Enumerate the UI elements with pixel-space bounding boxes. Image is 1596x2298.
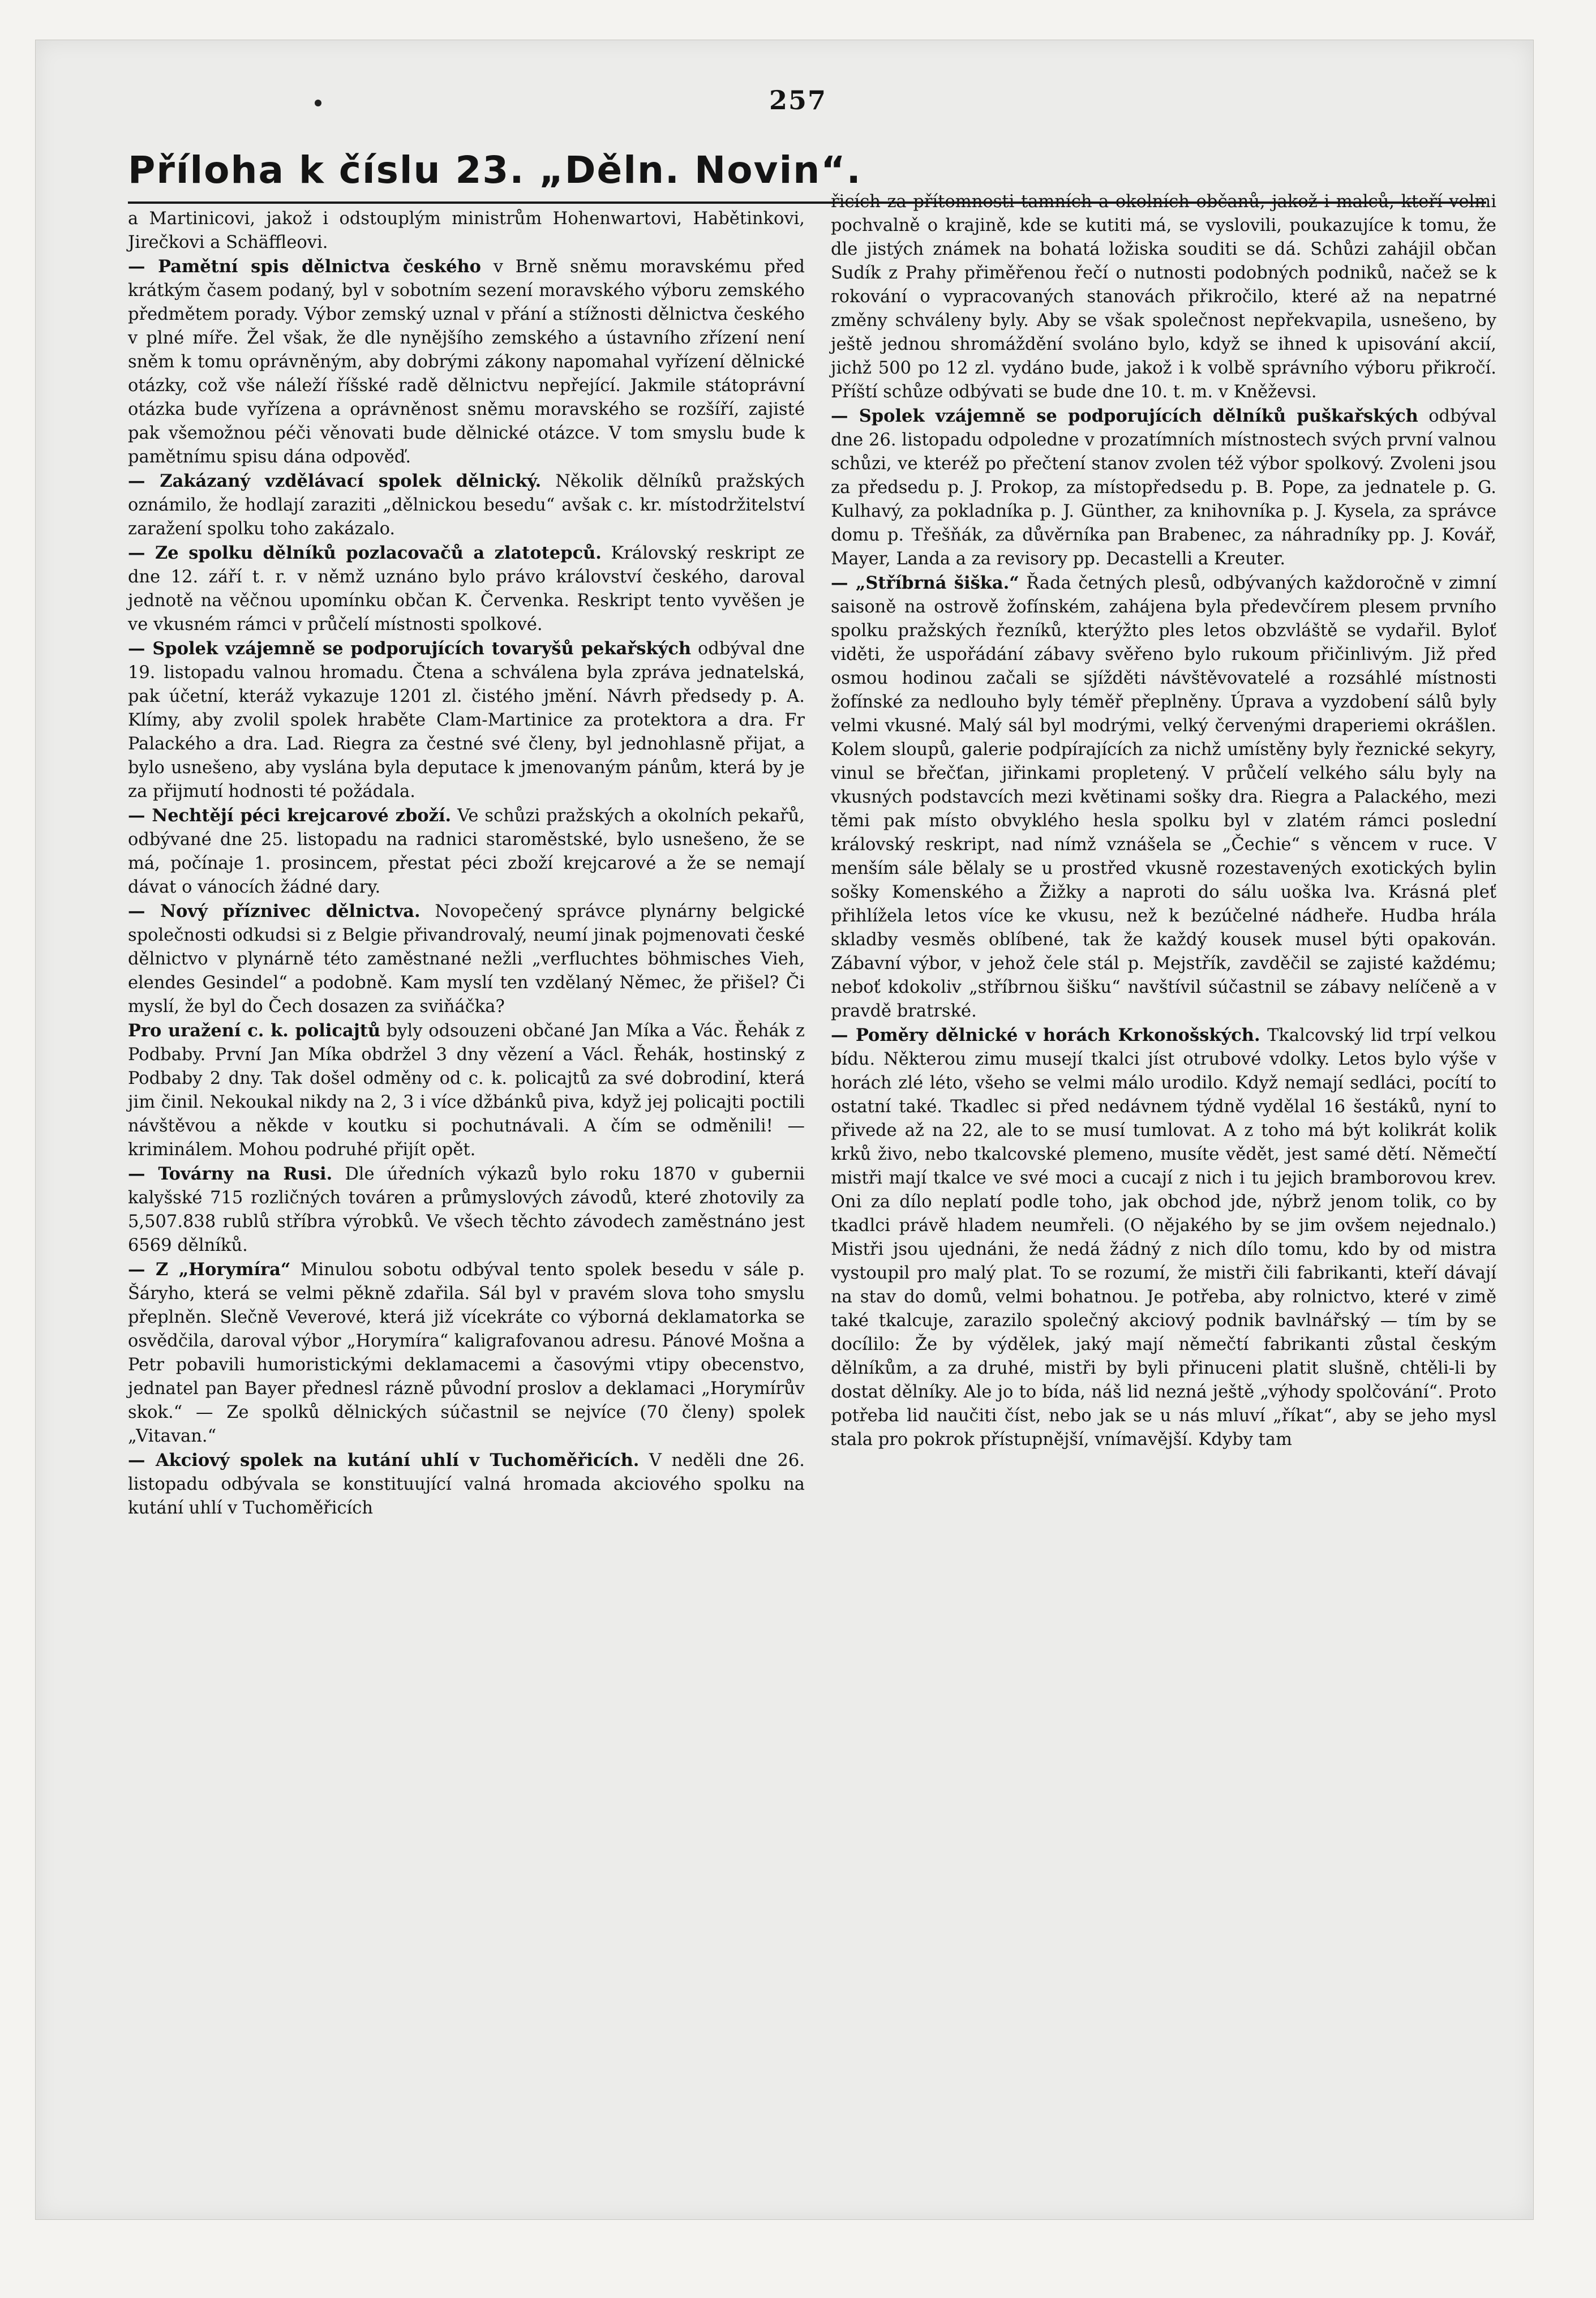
article-paragraph: [128, 541, 805, 637]
article-heading: — Poměry dělnické v horách Krkonošských.: [831, 1025, 1260, 1045]
article-text: v Brně sněmu moravskému před krátkým časem podaný, byl v sobotním sezení moravského výboru zemského předmětem porady. Výbor zemský uznal v přání a stížnosti dělnictva českého v plné míře. Žel však, že dle nynějšího zemského a ústavního zřízení není sněm k tomu oprávněným, aby dobrými zákony napomahal vyřízení dělnické otázky, což vše náleží říšské radě dělnictvu nepřející. Jakmile státoprávní otázka bude vyřízena a oprávněnost sněmu moravského se rozšíří, zajisté pak všemožnou péči věnovati bude dělnické otázce. V tom smyslu bude k pamětnímu spisu dána odpověď.: [128, 257, 805, 467]
article-heading: — Akciový spolek na kutání uhlí v Tuchoměřicích.: [128, 1450, 640, 1470]
article-paragraph: [128, 1019, 805, 1162]
page-number: 257: [769, 85, 827, 115]
article-text: Tkalcovský lid trpí velkou bídu. Některou zimu musejí tkalci jíst otrubové vdolky. Letos bylo výše v horách zlé léto, všeho se velmi málo urodilo. Když nemají sedláci, pocítí to ostatní také. Tkadlec si před nedávnem týdně vydělal 16 šestáků, nyní to přivede až na 22, ale to se musí tumlovat. A z toho má být kolikrát kolik krků živo, nebo tkalcovské plemeno, musíte vědět, jest samé dětí. Němečtí mistři mají tkalce ve své moci a cucají z nich i tu jejich bramborovou krev. Oni za dílo neplatí podle toho, jak obchod jde, nýbrž jenom tolik, co by tkadlci právě hladem neumřeli. (O nějakého by se jim ovšem nejednalo.) Mistři jsou ujednáni, že nedá žádný z nich dílo tomu, kdo by od mistra vystoupil pro malý plat. To se rozumí, že mistři čili fabrikanti, kteří dávají na stav do domů, velmi bohatnou. Je potřeba, aby rolnictvo, které v zimě také tkalcuje, zarazilo společný akciový podnik bavlnářský — tím by se docílilo: Že by výdělek, jaký mají němečtí fabrikanti zůstal českým dělníkům, a za druhé, mistři by byli přinuceni platit slušně, chtěli-li by dostat dělníky. Ale jo to bída, náš lid nezná ještě „výhody spolčování“. Proto potřeba lid naučiti číst, nebo jak se u nás mluví „říkat“, aby se jeho mysl stala pro pokrok přístupnější, vnímavější. Kdyby tam: [831, 1026, 1496, 1450]
article-heading: — Ze spolku dělníků pozlacovačů a zlatotepců.: [128, 543, 602, 563]
article-text: odbýval dne 19. listopadu valnou hromadu. Čtena a schválena byla zpráva jednatelská, pak účetní, kteráž vykazuje 1201 zl. čistého jmění. Návrh předsedy p. A. Klímy, aby zvolil spolek hraběte Clam-Martinice za protektora a dra. Fr Palackého a dra. Lad. Riegra za čestné své členy, byl jednohlasně přijat, a bylo usnešeno, aby vyslána byla deputace k jmenovaným pánům, která by je za přijmutí hodnosti té požádala.: [128, 639, 805, 801]
article-heading: — Z „Horymíra“: [128, 1259, 291, 1280]
article-heading: — Spolek vzájemně se podporujících dělníků puškařských: [831, 406, 1418, 426]
article-text: Minulou sobotu odbýval tento spolek besedu v sále p. Šáryho, která se velmi pěkně zdařila. Sál byl v pravém slova toho smyslu přeplněn. Slečně Veverové, která již vícekráte co výborná deklamatorka se osvědčila, daroval výbor „Horymíra“ kaligrafovanou adresu. Pánové Mošna a Petr pobavili humoristickými deklamacemi a časovými vtipy obecenstvo, jednatel pan Bayer přednesl rázně původní proslov a deklamaci „Horymírův skok.“ — Ze spolků dělnických súčastnil se nejvíce (70 členy) spolek „Vitavan.“: [128, 1260, 805, 1446]
article-paragraph: [128, 1448, 805, 1520]
article-paragraph: [831, 1023, 1496, 1452]
article-text: Několik dělníků pražských oznámilo, že hodlají zaraziti „dělnickou besedu“ avšak c. kr. místodržitelství zaražení spolku toho zakázalo.: [128, 471, 805, 539]
article-text: Ve schůzi pražských a okolních pekařů, odbývané dne 25. listopadu na radnici staroměstské, bylo usnešeno, že se má, počínaje 1. prosincem, přestat péci zboží krejcarové a že se nemají dávat o vánocích žádné dary.: [128, 806, 805, 897]
article-heading: — Továrny na Rusi.: [128, 1164, 333, 1184]
article-text: a Martinicovi, jakož i odstouplým ministrům Hohenwartovi, Habětinkovi, Jirečkovi a Schäffleovi.: [128, 209, 805, 252]
left-column: [128, 207, 805, 1520]
article-text: V neděli dne 26. listopadu odbývala se konstituující valná hromada akciového spolku na kutání uhlí v Tuchoměřicích: [128, 1451, 805, 1518]
article-heading: Pro uražení c. k. policajtů: [128, 1021, 381, 1041]
article-paragraph: [128, 207, 805, 255]
article-heading: — „Stříbrná šiška.“: [831, 573, 1019, 593]
article-text: Řada četných plesů, odbývaných každoročně v zimní saisoně na ostrově žofínském, zahájena byla předevčírem plesem prvního spolku pražských řezníků, kterýžto ples letos obzvláště se vydařil. Byloť viděti, že uspořádání zábavy svěřeno bylo rukoum přičinlivým. Již před osmou hodinou začali se sjížděti návštěvovatelé a rozsáhlé místnosti žofínské za nedlouho byly téměř přeplněny. Úprava a vyzdobení sálů byly velmi vkusné. Malý sál byl modrými, velký červenými draperiemi okrášlen. Kolem sloupů, galerie podpírajících za nichž umístěny byly řeznické sekyry, vinul se břečťan, jiřinkami propletený. V průčelí velkého sálu byly na vkusných podstavcích mezi květinami sošky dra. Riegra a Palackého, mezi těmi pak místo obvyklého hesla spolku byl v zlatém rámci poslední královský reskript, nad nímž vznášela se „Čechie“ s věncem v ruce. V menším sále bělaly se u prostřed vkusně rozestavených exotických bylin sošky Komenského a Žižky a naproti do sálu uoška lva. Krásná pleť přihlížela letos více ke vkusu, než k bezúčelné nádheře. Hudba hrála skladby vesměs oblíbené, tak že každý kousek musel býti opakován. Zábavní výbor, v jehož čele stál p. Mejstřík, zavděčil se zajisté každému; neboť kdokoliv „stříbrnou šišku“ navštívil súčastnil se zábavy nelíčeně a v pravdě bratrské.: [831, 573, 1496, 1021]
article-paragraph: [128, 1258, 805, 1448]
article-paragraph: [831, 571, 1496, 1023]
article-paragraph: [128, 804, 805, 899]
article-paragraph: [831, 404, 1496, 571]
right-column: [831, 190, 1496, 1452]
article-heading: — Pamětní spis dělnictva českého: [128, 256, 482, 277]
article-heading: — Nový příznivec dělnictva.: [128, 901, 421, 921]
article-text: Novopečený správce plynárny belgické společnosti odkudsi si z Belgie přivandrovalý, neumí jinak pojmenovati české dělnictvo v plynárně této zaměstnané nežli „verfluchtes böhmisches Vieh, elendes Gesindel“ a podobně. Kam myslí ten vzdělaný Němec, že přišel? Či myslí, že byl do Čech dosazen za sviňáčka?: [128, 902, 805, 1017]
article-paragraph: [831, 190, 1496, 404]
article-text: byly odsouzeni občané Jan Míka a Vác. Řehák z Podbaby. První Jan Míka obdržel 3 dny vězení a Václ. Řehák, hostinský z Podbaby 2 dny. Tak došel odměny od c. k. policajtů za své dobrodiní, která jim činil. Nekoukal nikdy na 2, 3 i více džbánků piva, když jej policajti poctili návštěvou a někde v koutku si pochutnávali. A čím se odměnili! — kriminálem. Mohou podruhé přijít opět.: [128, 1021, 805, 1160]
ink-dot: [315, 100, 321, 106]
article-paragraph: [128, 899, 805, 1019]
supplement-title: Příloha k číslu 23. „Děln. Novin“.: [128, 148, 862, 192]
article-text: řicích za přítomnosti tamních a okolních občanů, jakož i malců, kteří velmi pochvalně o krajině, kde se kutiti má, se vyslovili, poukazujíce k tomu, že dle jistých známek na bohatá ložiska souditi se dá. Schůzi zahájil občan Sudík z Prahy přiměřenou řečí o nutnosti podobných podniků, načež se k rokování o vypracovaných stanovách přikročilo, které až na nepatrné změny schváleny byly. Aby se však společnost nepřekvapila, usnešeno, by ještě jednou shromáždění svoláno bylo, když se ihned k upisování akcií, jichž 500 po 12 zl. vydáno bude, jakož i k volbě správního výboru přikročí. Příští schůze odbývati se bude dne 10. t. m. v Kněževsi.: [831, 192, 1496, 402]
article-text: odbýval dne 26. listopadu odpoledne v prozatímních místnostech svých první valnou schůzi, ve kteréž po přečtení stanov zvolen též výbor spolkový. Zvoleni jsou za předsedu p. J. Prokop, za místopředsedu p. B. Pope, za jednatele p. G. Kulhavý, za pokladníka p. J. Günther, za knihovníka p. J. Kysela, za správce domu p. Třešňák, za důvěrníka pan Brabenec, za náhradníky pp. J. Kovář, Mayer, Landa a za revisory pp. Decastelli a Kreuter.: [831, 406, 1496, 569]
article-text: Královský reskript ze dne 12. září t. r. v němž uznáno bylo právo království českého, daroval jednotě na věčnou upomínku občan K. Červenka. Reskript tento vyvěšen je ve vkusném rámci v průčelí místnosti spolkové.: [128, 543, 805, 634]
article-heading: — Nechtějí péci krejcarové zboží.: [128, 805, 452, 826]
article-paragraph: [128, 255, 805, 469]
article-paragraph: [128, 637, 805, 804]
article-text: Dle úředních výkazů bylo roku 1870 v gubernii kalyšské 715 rozličných továren a průmyslových závodů, které zhotovily za 5,507.838 rublů stříbra výrobků. Ve všech těchto závodech zaměstnáno jest 6569 dělníků.: [128, 1164, 805, 1255]
article-paragraph: [128, 469, 805, 541]
article-heading: — Zakázaný vzdělávací spolek dělnický.: [128, 471, 542, 491]
article-paragraph: [128, 1162, 805, 1258]
article-heading: — Spolek vzájemně se podporujících tovaryšů pekařských: [128, 638, 692, 659]
